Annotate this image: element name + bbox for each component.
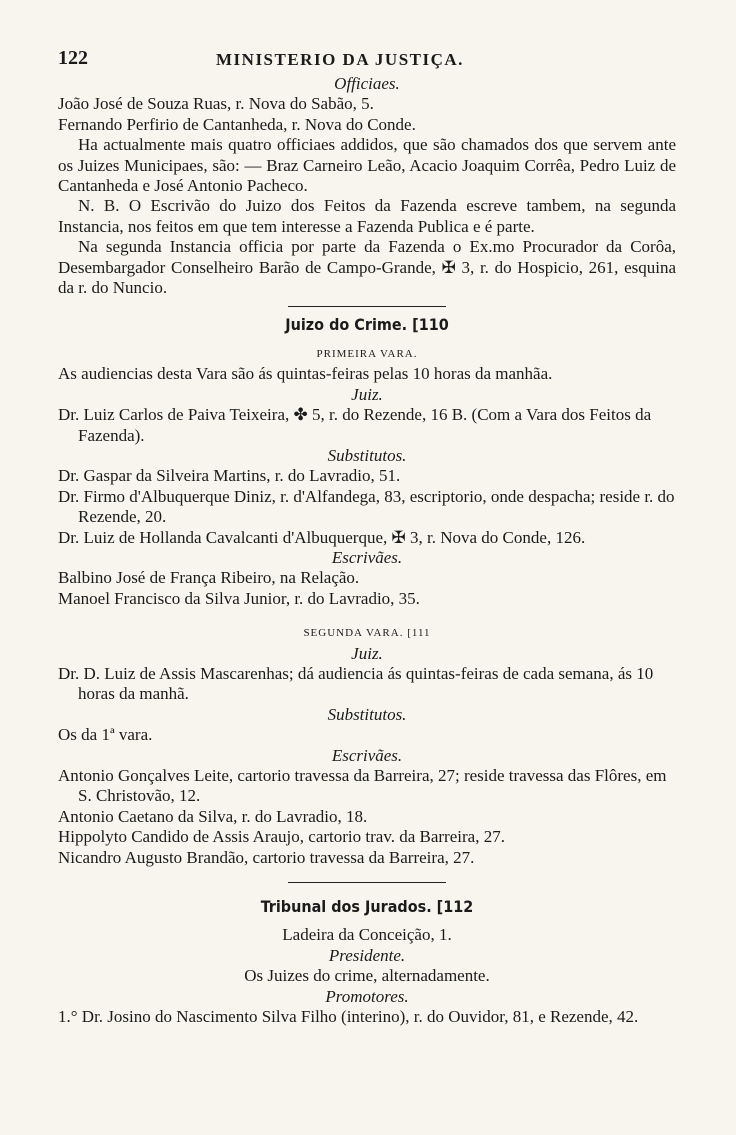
escrivao-entry: Antonio Caetano da Silva, r. do Lavradio, 18.: [58, 806, 368, 826]
substituto-entry: Dr. Gaspar da Silveira Martins, r. do Lavradio, 51.: [58, 466, 401, 486]
substituto-entry: Dr. Luiz de Hollanda Cavalcanti d'Albuquerque, ✠ 3, r. Nova do Conde, 126.: [58, 527, 586, 547]
tribunal-title: Tribunal dos Jurados. [112: [260, 897, 474, 917]
officiaes-line: João José de Souza Ruas, r. Nova do Sabão, 5.: [58, 94, 374, 114]
running-title: MINISTERIO DA JUSTIÇA.: [216, 50, 464, 69]
juiz-entry: Dr. Luiz Carlos de Paiva Teixeira, ✤ 5, r. do Rezende, 16 B. (Com a Vara dos Feitos da Fazenda).: [58, 405, 652, 445]
escrivao-entry: Manoel Francisco da Silva Junior, r. do Lavradio, 35.: [58, 588, 420, 608]
nota-bene-paragraph: N. B. O Escrivão do Juizo dos Feitos da Fazenda escreve tambem, na segunda Instancia, nos feitos em que tem interesse a Fazenda Publica e é parte.: [58, 196, 676, 236]
officiaes-paragraph: Ha actualmente mais quatro officiaes addidos, que são chamados dos que servem ante os Juizes Municipaes, são: — Braz Carneiro Leão, Acacio Joaquim Corrêa, Pedro Luiz de Cantanheda e José Antonio Pacheco.: [58, 135, 676, 196]
page-number: 122: [58, 47, 88, 69]
escrivao-entry: Hippolyto Candido de Assis Araujo, cartorio trav. da Barreira, 27.: [58, 827, 505, 847]
primeira-vara-intro: As audiencias desta Vara são ás quintas-feiras pelas 10 horas da manhãa.: [58, 364, 553, 384]
juiz-entry: Dr. D. Luiz de Assis Mascarenhas; dá audiencia ás quintas-feiras de cada semana, ás 10 horas da manhã.: [58, 663, 654, 704]
substitutos-entry: Os da 1ª vara.: [58, 725, 153, 745]
promotor-entry: 1.° Dr. Josino do Nascimento Silva Filho (interino), r. do Ouvidor, 81, e Rezende, 42.: [58, 1007, 639, 1027]
escrivao-entry: Antonio Gonçalves Leite, cartorio travessa da Barreira, 27; reside travessa das Flôres, em S. Christovão, 12.: [58, 766, 667, 806]
officiaes-heading: Officiaes.: [334, 74, 400, 93]
presidente-heading: Presidente.: [328, 945, 406, 965]
segunda-vara-heading: SEGUNDA VARA. [111: [303, 627, 431, 640]
page-header: [58, 44, 676, 74]
substitutos-heading: Substitutos.: [327, 445, 407, 465]
officiaes-line: Fernando Perfirio de Cantanheda, r. Nova do Conde.: [58, 114, 416, 134]
tribunal-address: Ladeira da Conceição, 1.: [282, 925, 452, 945]
escrivao-entry: Balbino José de França Ribeiro, na Relação.: [58, 568, 360, 588]
juizo-crime-title: Juizo do Crime. [110: [285, 315, 449, 335]
procurador-paragraph: Na segunda Instancia officia por parte da Fazenda o Ex.mo Procurador da Corôa, Desembargador Conselheiro Barão de Campo-Grande, ✠ 3, r. do Hospicio, 261, esquina da r. do Nuncio.: [58, 237, 676, 298]
escrivaes-heading: Escrivães.: [331, 745, 403, 765]
escrivaes-heading: Escrivães.: [331, 547, 403, 567]
presidente-entry: Os Juizes do crime, alternadamente.: [244, 966, 490, 986]
primeira-vara-heading: PRIMEIRA VARA.: [316, 347, 418, 360]
juiz-heading: Juiz.: [351, 643, 383, 663]
juiz-heading: Juiz.: [351, 384, 383, 404]
substituto-entry: Dr. Firmo d'Albuquerque Diniz, r. d'Alfandega, 83, escriptorio, onde despacha; reside r. do Rezende, 20.: [58, 486, 675, 527]
substitutos-heading: Substitutos.: [327, 704, 407, 724]
escrivao-entry: Nicandro Augusto Brandão, cartorio travessa da Barreira, 27.: [58, 847, 475, 867]
page-text: [58, 44, 676, 1027]
promotores-heading: Promotores.: [325, 986, 409, 1006]
